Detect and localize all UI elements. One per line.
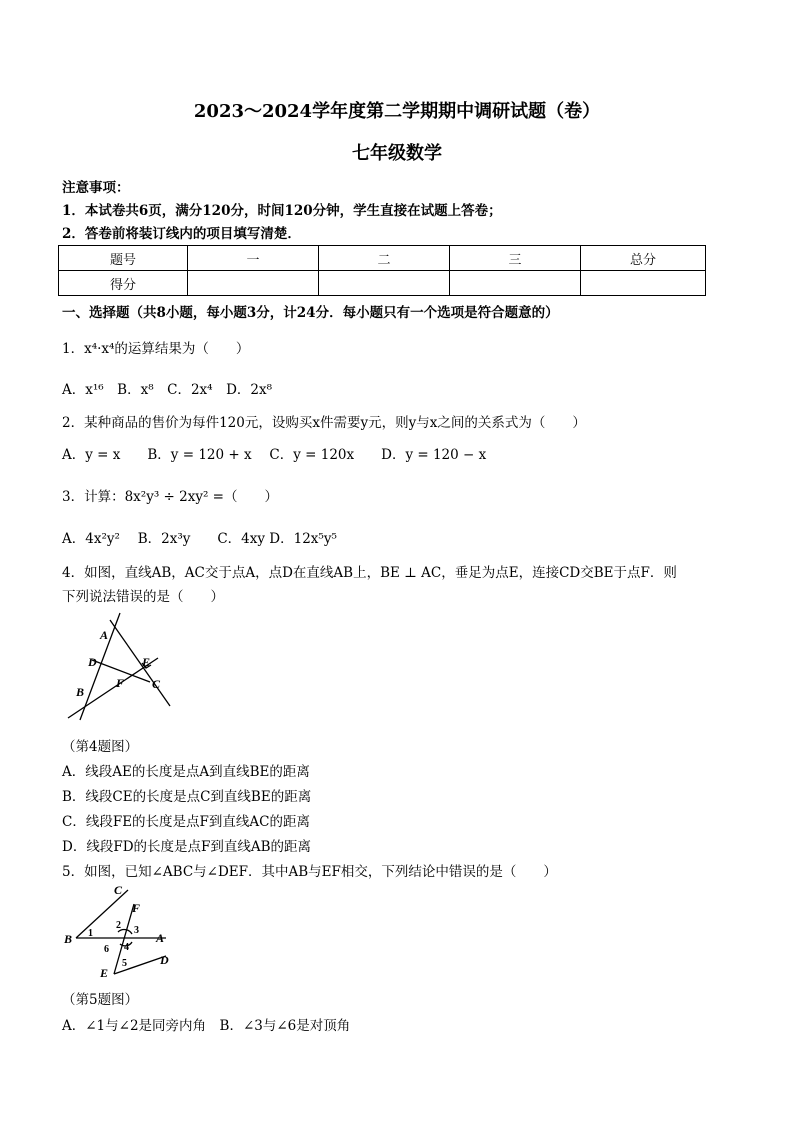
exam-title: 2023～2024学年度第二学期期中调研试题（卷） (193, 101, 601, 122)
score-table (58, 245, 706, 296)
q4-label-d: D (88, 655, 97, 669)
q4-option-c: C．线段FE的长度是点F到直线AC的距离 (62, 814, 310, 830)
q5-angle-5: 5 (122, 958, 127, 969)
q3-options: A．4x²y² B．2x³y C．4xy D．12x⁵y⁵ (62, 531, 337, 547)
q5-label-f: F (132, 901, 141, 915)
score-table-header-row (59, 246, 706, 271)
q5-label-d: D (160, 953, 169, 967)
q4-label-e: E (142, 655, 151, 669)
q5-figure (62, 882, 182, 982)
q4-figure (62, 608, 182, 728)
exam-subtitle: 七年级数学 (352, 143, 442, 164)
section1-heading: 一、选择题（共8小题，每小题3分，计24分．每小题只有一个选项是符合题意的） (62, 305, 559, 321)
q4-label-a: A (100, 628, 109, 642)
q4-option-b: B．线段CE的长度是点C到直线BE的距离 (62, 789, 312, 805)
score-table-cell: 总分 (581, 246, 706, 271)
q1-stem: 1．x⁴·x⁴的运算结果为（ ） (62, 341, 250, 357)
q5-label-e: E (100, 966, 109, 980)
score-table-cell: 题号 (59, 246, 188, 271)
q4-label-f: F (116, 676, 125, 690)
notes-heading: 注意事项： (62, 180, 130, 196)
q5-label-c: C (114, 883, 123, 897)
q4-caption: （第4题图） (62, 739, 139, 755)
score-table-cell: 二 (319, 246, 450, 271)
q1-options: A．x¹⁶ B．x⁸ C．2x⁴ D．2x⁸ (62, 382, 273, 398)
q2-stem: 2．某种商品的售价为每件120元，设购买x件需要y元，则y与x之间的关系式为（ ） (62, 415, 586, 431)
q2-options: A．y = x B．y = 120 + x C．y = 120x D．y = 120 − x (62, 447, 487, 463)
q5-angle-1: 1 (88, 928, 93, 939)
q5-label-a: A (156, 931, 165, 945)
q5-angle-6: 6 (104, 944, 109, 955)
q4-stem-line1: 4．如图，直线AB，AC交于点A，点D在直线AB上，BE ⊥ AC，垂足为点E，连接CD交BE于点F．则 (62, 565, 677, 581)
score-table-cell: 一 (188, 246, 319, 271)
q5-caption: （第5题图） (62, 992, 139, 1008)
score-table-score-row (59, 271, 706, 296)
score-table-cell: 三 (450, 246, 581, 271)
score-input-cell[interactable] (319, 271, 450, 296)
score-input-cell[interactable] (450, 271, 581, 296)
q5-stem: 5．如图，已知∠ABC与∠DEF．其中AB与EF相交，下列结论中错误的是（ ） (62, 864, 557, 880)
q5-figure-svg (62, 882, 182, 982)
q5-angle-2: 2 (116, 920, 121, 931)
q5-angle-3: 3 (134, 925, 139, 936)
notes-item-1: 1．本试卷共6页，满分120分，时间120分钟，学生直接在试题上答卷； (62, 203, 502, 219)
score-input-cell[interactable] (581, 271, 706, 296)
q4-stem-line2: 下列说法错误的是（ ） (62, 589, 224, 605)
line-ac (110, 620, 170, 706)
q3-stem: 3．计算：8x²y³ ÷ 2xy² =（ ） (62, 489, 278, 505)
notes-item-2: 2．答卷前将装订线内的项目填写清楚． (62, 226, 301, 242)
q4-label-c: C (152, 677, 161, 691)
score-table-cell: 得分 (59, 271, 188, 296)
q4-figure-svg (62, 608, 182, 728)
q4-option-a: A．线段AE的长度是点A到直线BE的距离 (62, 764, 310, 780)
q4-option-d: D．线段FD的长度是点F到直线AB的距离 (62, 839, 312, 855)
q4-label-b: B (76, 685, 85, 699)
q5-options: A．∠1与∠2是同旁内角 B．∠3与∠6是对顶角 (62, 1018, 351, 1034)
score-input-cell[interactable] (188, 271, 319, 296)
q5-angle-4: 4 (124, 942, 129, 953)
q5-label-b: B (64, 932, 73, 946)
